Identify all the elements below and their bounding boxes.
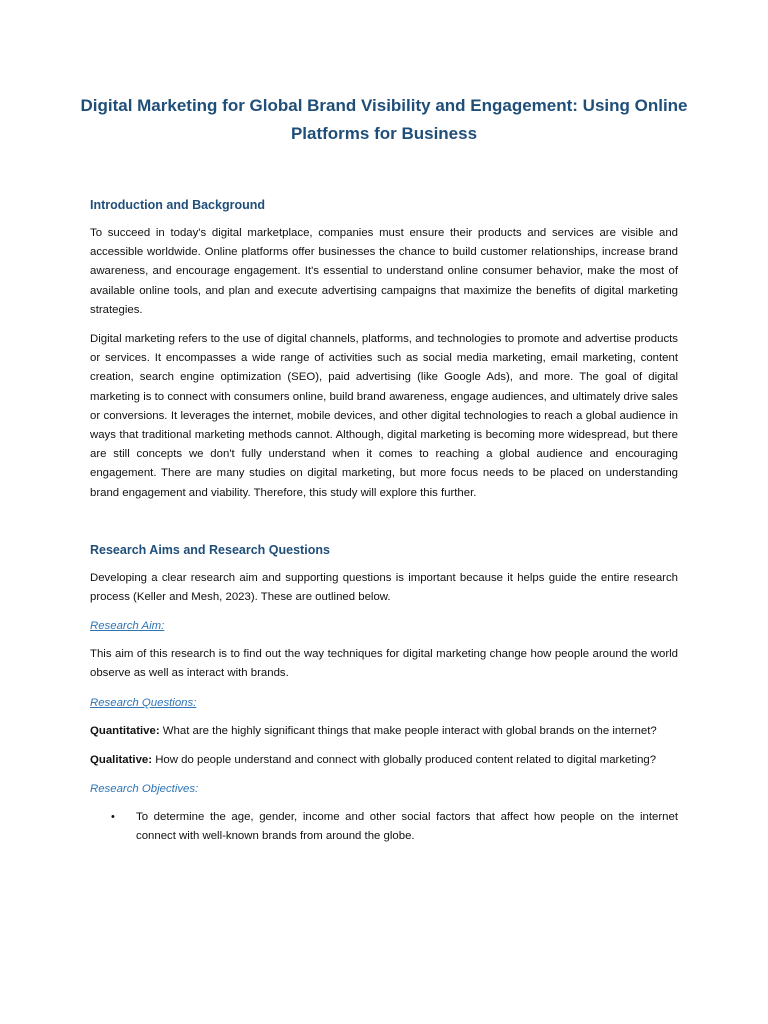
research-objectives-label: Research Objectives: xyxy=(90,783,199,796)
research-intro-paragraph: Developing a clear research aim and supporting questions is important because it helps guide the entire research process (Keller and Mesh, 2023). These are outlined below. xyxy=(90,571,678,604)
objectives-list xyxy=(90,808,678,846)
bullet-icon: • xyxy=(111,811,115,824)
qualitative-label: Qualitative: xyxy=(90,753,153,766)
research-aim-paragraph: This aim of this research is to find out the way techniques for digital marketing change how people around the world observe as well as interact with brands. xyxy=(90,648,678,680)
research-aim-label: Research Aim: xyxy=(90,620,165,633)
document-title: Digital Marketing for Global Brand Visibility and Engagement: Using Online Platforms for Business xyxy=(80,96,688,143)
qualitative-question xyxy=(90,751,678,770)
objective-item xyxy=(90,808,678,846)
section-heading-research-aims: Research Aims and Research Questions xyxy=(90,542,330,557)
document-page xyxy=(80,92,688,846)
intro-paragraph-1: To succeed in today's digital marketplace, companies must ensure their products and services are visible and accessible worldwide. Online platforms offer businesses the chance to build customer relationships, increase brand awareness, and encourage engagement. It's essential to understand online consumer behavior, make the most of available online tools, and plan and execute advertising campaigns that maximize the benefits of digital marketing strategies. xyxy=(90,227,678,316)
objective-text: To determine the age, gender, income and other social factors that affect how people on the internet connect with well-known brands from around the globe. xyxy=(136,811,678,843)
quantitative-question xyxy=(90,722,678,741)
intro-paragraph-2: Digital marketing refers to the use of digital channels, platforms, and technologies to promote and advertise products or services. It encompasses a wide range of activities such as social media marketing, email marketing, content creation, search engine optimization (SEO), paid advertising (like Google Ads), and more. The goal of digital marketing is to connect with consumers online, build brand awareness, engage audiences, and ultimately drive sales or conversions. It leverages the internet, mobile devices, and other digital technologies to reach a global audience in ways that traditional marketing methods cannot. Although, digital marketing is becoming more widespread, but there are still concepts we don't fully understand when it comes to reaching a global audience and encouraging engagement. There are many studies on digital marketing, but more focus needs to be placed on understanding brand engagement and viability. Therefore, this study will explore this further. xyxy=(90,333,678,499)
section-heading-introduction: Introduction and Background xyxy=(90,198,265,212)
quantitative-text: What are the highly significant things that make people interact with global brands on the internet? xyxy=(162,724,657,737)
research-questions-label: Research Questions: xyxy=(90,696,197,709)
quantitative-label: Quantitative: xyxy=(90,724,160,737)
qualitative-text: How do people understand and connect with globally produced content related to digital marketing? xyxy=(155,753,657,766)
